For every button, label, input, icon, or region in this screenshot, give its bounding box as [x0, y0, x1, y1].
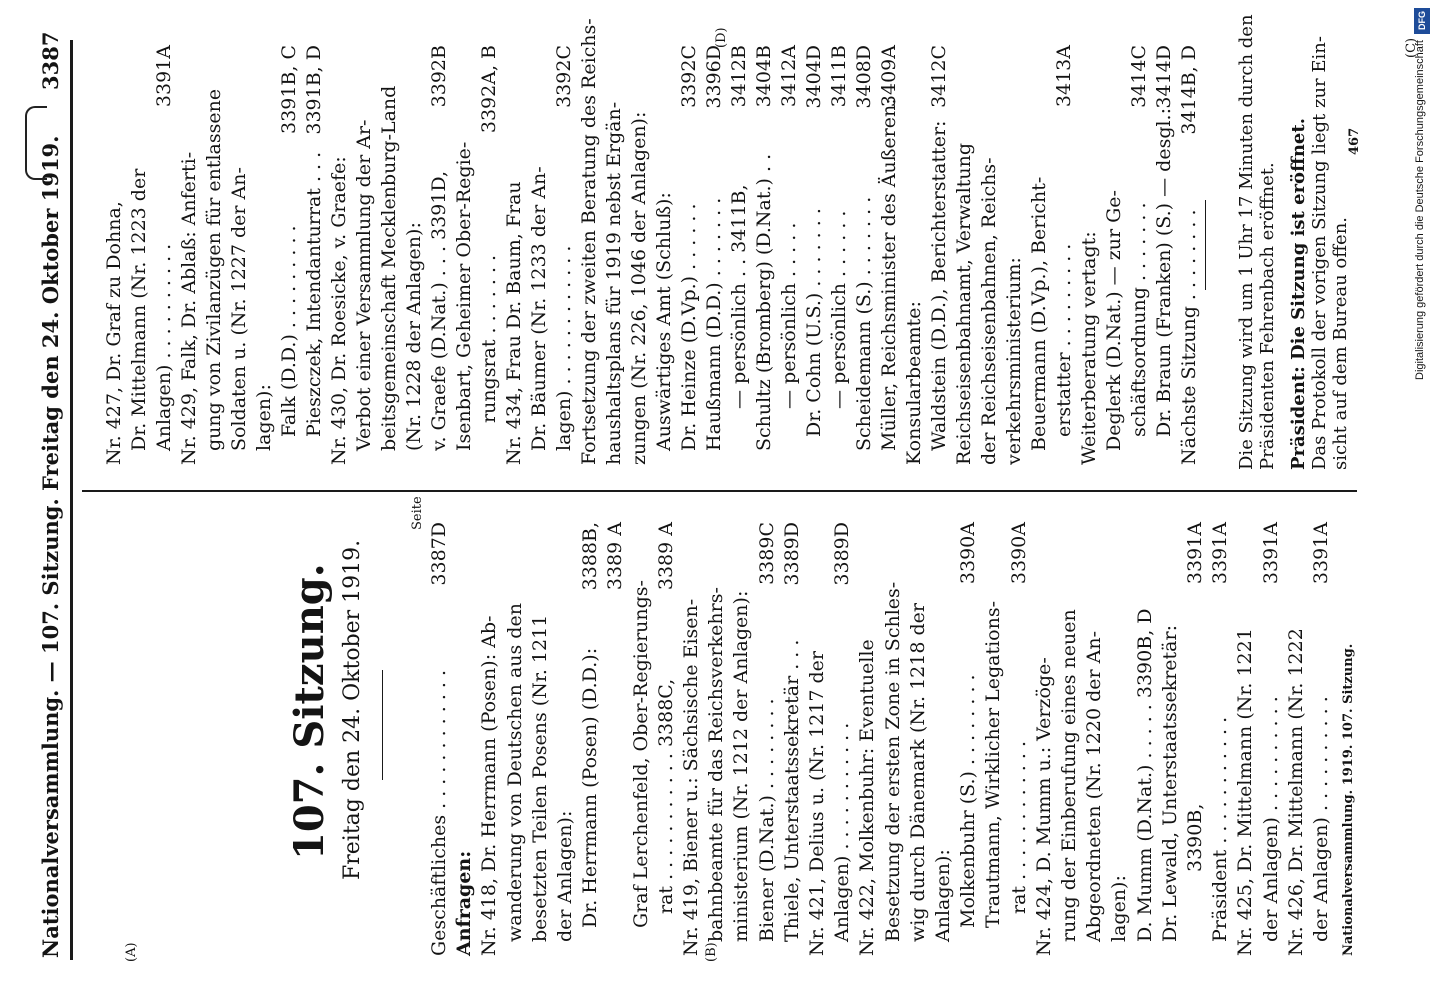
right-entry-page: 3392A, B: [478, 45, 500, 134]
left-entry-text: rung der Einberufung eines neuen: [1058, 609, 1080, 942]
left-entry-text: Trautmann, Wirklicher Legations-: [982, 600, 1005, 928]
right-entry-text: beitsgemeinschaft Mecklenburg-Land: [378, 85, 400, 451]
left-entry-page: 3388B,: [579, 522, 602, 591]
margin-letter-b: (B): [704, 942, 719, 962]
right-entry-page: 3413A: [1053, 45, 1075, 108]
right-entry-page: 3409A: [878, 45, 900, 108]
right-entry-text: Konsularbeamte:: [903, 301, 925, 465]
right-entry-page: 3392C: [553, 45, 575, 108]
right-entry-text: — persönlich . . . . .: [778, 222, 800, 409]
right-entry-text: Nr. 427, Dr. Graf zu Dohna,: [103, 201, 125, 465]
margin-letter-a: (A): [124, 942, 139, 962]
left-entry-text: bahnbeamte für das Reichsverkehrs-: [705, 587, 728, 942]
left-entry-text: Nr. 422, Molkenbuhr: Eventuelle: [856, 639, 879, 956]
right-entry-page: 3396D: [703, 45, 725, 109]
right-entry-page: 3392C: [678, 45, 700, 108]
right-entry-text: Falk (D.D.) . . . . . . . . .: [278, 225, 300, 437]
right-entry-page: 3411B: [828, 45, 850, 108]
right-entry-text: Dr. Heinze (D.Vp.) . . . . . .: [678, 203, 700, 451]
left-entry-page: 3391A: [1310, 522, 1332, 585]
right-entry-text: Nr. 430, Dr. Roesicke, v. Graefe:: [328, 156, 350, 465]
running-header: Nationalversammlung. — 107. Sitzung. Freitag den 24. Oktober 1919.: [38, 135, 63, 958]
right-entry-text: Scheidemann (S.) . . . . . . .: [853, 196, 875, 451]
left-entry-text: Anlagen):: [932, 849, 954, 942]
right-entry-text: rungsrat . . . . . . .: [478, 254, 500, 423]
right-entry-text: Dr. Braun (Franken) (S.) — desgl.:: [1153, 107, 1175, 437]
left-entry-text: Geschäftliches . . . . . . . . . . . .: [428, 669, 450, 956]
left-entry-text: Biener (D.Nat.) . . . . . . . .: [755, 698, 778, 942]
session-text-line4: Das Protokoll der vorigen Sitzung liegt zur Ein-: [1309, 36, 1330, 470]
right-entry-page: 3414C: [1128, 45, 1150, 108]
right-entry-text: Nächste Sitzung . . . . . . . .: [1178, 209, 1200, 465]
sponsor-sidebar: [1412, 0, 1434, 1000]
right-entry-page: 3391B, D: [303, 45, 325, 135]
session-text-line5: sicht auf dem Bureau offen.: [1330, 216, 1351, 470]
left-entry-text: rat . . . . . . . . . . . 3388C,: [654, 678, 677, 914]
right-entry-text: gung von Zivilanzügen für entlassene: [203, 88, 225, 451]
right-entry-text: Isenbart, Geheimer Ober-Regie-: [453, 141, 475, 451]
right-entry-text: Verbot einer Versammlung der Ar-: [353, 119, 375, 451]
left-entry-text: Nr. 418, Dr. Herrmann (Posen): Ab-: [478, 615, 501, 956]
left-entry-text: Nr. 425, Dr. Mittelmann (Nr. 1221: [1234, 628, 1257, 956]
session-text-line2: Präsidenten Fehrenbach eröffnet.: [1257, 162, 1278, 470]
left-entry-text: Molkenbuhr (S.) . . . . . . . .: [957, 674, 980, 928]
session-heading: 107. Sitzung.: [286, 563, 333, 860]
dfg-logo-text: DFG: [1417, 11, 1427, 31]
left-entry-text: Besetzung der ersten Zone in Schles-: [881, 581, 904, 942]
left-entry-text: Nr. 419, Biener u.: Sächsische Eisen-: [680, 598, 702, 956]
left-entry-page: 3391A: [1209, 522, 1232, 585]
left-entry-text: Anlagen) . . . . . . . . . . .: [831, 722, 854, 942]
right-entry-text: (Nr. 1228 der Anlagen):: [403, 222, 425, 451]
right-entry-text: Soldaten u. (Nr. 1227 der An-: [228, 167, 250, 451]
right-entry-text: Müller, Reichsminister des Äußeren:: [878, 98, 900, 451]
right-entry-page: 3392B: [428, 45, 450, 108]
left-entry-page: 3391A: [1259, 522, 1282, 585]
right-entry-text: haushaltsplans für 1919 nebst Ergän-: [603, 101, 625, 465]
right-entry-text: v. Graefe (D.Nat.) . . . 3391D,: [428, 171, 450, 451]
session-text-line3: Präsident: Die Sitzung ist eröffnet.: [1288, 118, 1309, 470]
column-divider: [82, 490, 1357, 492]
left-entry-page: 3389 A: [654, 522, 677, 591]
left-entry-text: Nr. 421, Delius u. (Nr. 1217 der: [806, 650, 828, 956]
left-entry-text: wig durch Dänemark (Nr. 1218 der: [906, 603, 929, 942]
library-stamp: [25, 106, 47, 180]
right-entry-text: zungen (Nr. 226, 1046 der Anlagen):: [628, 111, 650, 465]
right-entry-text: verkehrsministerium:: [1003, 257, 1025, 465]
session-date: Freitag den 24. Oktober 1919.: [340, 539, 365, 880]
right-entry-text: Haußmann (D.D.) . . . . . . .: [703, 197, 725, 451]
left-entry-text: Nr. 426, Dr. Mittelmann (Nr. 1222: [1284, 628, 1307, 956]
left-entry-text: Anfragen:: [453, 850, 476, 956]
left-entry-text: rat . . . . . . . . . . . .: [1007, 741, 1030, 914]
right-entry-text: Dr. Mittelmann (Nr. 1223 der: [128, 168, 150, 451]
right-entry-text: Schultz (Bromberg) (D.Nat.) . .: [753, 153, 775, 451]
left-entry-page: 3391A: [1184, 522, 1206, 585]
right-entry-text: Beuermann (D.Vp.), Bericht-: [1028, 176, 1050, 451]
left-entry-text: lagen):: [1108, 875, 1131, 942]
left-entry-text: besetzten Teilen Posens (Nr. 1211: [528, 614, 551, 942]
right-entry-text: Nr. 429, Falk, Dr. Ablaß: Anferti-: [178, 151, 200, 465]
left-entry-page: 3389D: [780, 522, 803, 586]
right-entry-text: Reichseisenbahnamt, Verwaltung: [953, 142, 975, 465]
right-entry-page: 3391A: [153, 45, 175, 108]
right-entry-text: schäftsordnung . . . . . . .: [1128, 202, 1150, 437]
right-entry-page: 3404B: [753, 45, 775, 108]
right-entry-text: Anlagen) . . . . . . . . . .: [153, 243, 175, 451]
seite-label: Seite: [410, 496, 425, 530]
footer-signature: Nationalversammlung. 1919. 107. Sitzung.: [1341, 643, 1356, 956]
right-entry-page: 3404D: [803, 45, 825, 109]
right-entry-page: 3414B, D: [1178, 45, 1200, 135]
header-rule: [70, 40, 73, 960]
left-entry-text: der Anlagen):: [554, 810, 576, 942]
right-entry-text: Dr. Cohn (U.S.) . . . . . . .: [803, 208, 825, 437]
right-entry-text: erstatter . . . . . . . . .: [1053, 243, 1075, 437]
right-entry-text: Pieszczek, Intendanturrat . . .: [303, 151, 325, 437]
left-entry-page: 3389 A: [604, 522, 627, 591]
left-entry-text: ministerium (Nr. 1212 der Anlagen):: [730, 590, 753, 942]
right-entry-text: — persönlich . . 3411B,: [728, 184, 750, 409]
right-entry-page: 3412B: [728, 45, 750, 108]
left-entry-text: Dr. Lewald, Unterstaatssekretär:: [1158, 625, 1181, 942]
right-entry-text: Auswärtiges Amt (Schluß):: [653, 192, 675, 451]
right-entry-text: — persönlich . . . . . .: [828, 210, 850, 409]
margin-letter-d: (D): [714, 27, 729, 48]
left-entry-text: Dr. Herrmann (Posen) (D.D.):: [579, 647, 602, 928]
right-entry-text: lagen) . . . . . . . . . . . .: [553, 245, 575, 451]
right-entry-text: Deglerk (D.Nat.) — zur Ge-: [1103, 190, 1125, 451]
left-entry-page: 3389C: [755, 522, 778, 585]
title-divider: [382, 670, 383, 780]
right-entry-page: 3412A: [778, 45, 800, 108]
left-entry-text: Thiele, Unterstaatssekretär . . .: [780, 639, 803, 942]
left-entry-text: der Anlagen) . . . . . . . . . .: [1259, 696, 1282, 942]
margin-letter-c: (C): [1404, 37, 1419, 58]
right-entry-page: 3391B, C: [278, 45, 300, 134]
right-entry-page: 3414D: [1153, 45, 1175, 109]
left-entry-text: D. Mumm (D.Nat.) . . . . . 3390B, D: [1133, 608, 1156, 942]
left-entry-text: wanderung von Deutschen aus den: [503, 603, 526, 942]
left-entry-page: 3390A: [957, 522, 980, 585]
left-entry-text: 3390B,: [1184, 803, 1206, 872]
dfg-logo: [1414, 8, 1430, 34]
left-entry-text: Graf Lerchenfeld, Ober-Regierungs-: [629, 580, 652, 928]
session-divider: [1205, 200, 1206, 290]
session-text-line1: Die Sitzung wird um 1 Uhr 17 Minuten durch den: [1236, 14, 1257, 470]
right-entry-page: 3412C: [928, 45, 950, 108]
sponsor-text: Digitalisierung gefördert durch die Deutsche Forschungsgemeinschaft: [1414, 40, 1426, 380]
left-entry-text: Abgeordneten (Nr. 1220 der An-: [1083, 630, 1106, 942]
right-entry-text: Waldstein (D.D.), Berichterstatter:: [928, 120, 950, 451]
left-entry-page: 3390A: [1007, 522, 1030, 585]
right-entry-text: Fortsetzung der zweiten Beratung des Reichs-: [578, 18, 600, 465]
right-entry-text: lagen):: [253, 384, 275, 451]
right-entry-page: 3408D: [853, 45, 875, 109]
page-number: 3387: [38, 31, 63, 90]
right-entry-text: Dr. Bäumer (Nr. 1233 der An-: [528, 166, 550, 451]
left-entry-page: 3387D: [428, 522, 450, 586]
right-entry-text: Weiterberatung vertagt:: [1078, 231, 1100, 465]
left-entry-page: 3389D: [831, 522, 854, 586]
left-entry-text: der Anlagen) . . . . . . . . . .: [1310, 696, 1332, 942]
right-entry-text: Nr. 434, Frau Dr. Baum, Frau: [503, 181, 525, 465]
right-entry-text: der Reichseisenbahnen, Reichs-: [978, 157, 1000, 465]
left-entry-text: Nr. 424, D. Mumm u.: Verzöge-: [1032, 657, 1055, 956]
left-entry-text: Präsident . . . . . . . . . . .: [1209, 716, 1232, 942]
footer-number: 467: [1347, 127, 1362, 155]
